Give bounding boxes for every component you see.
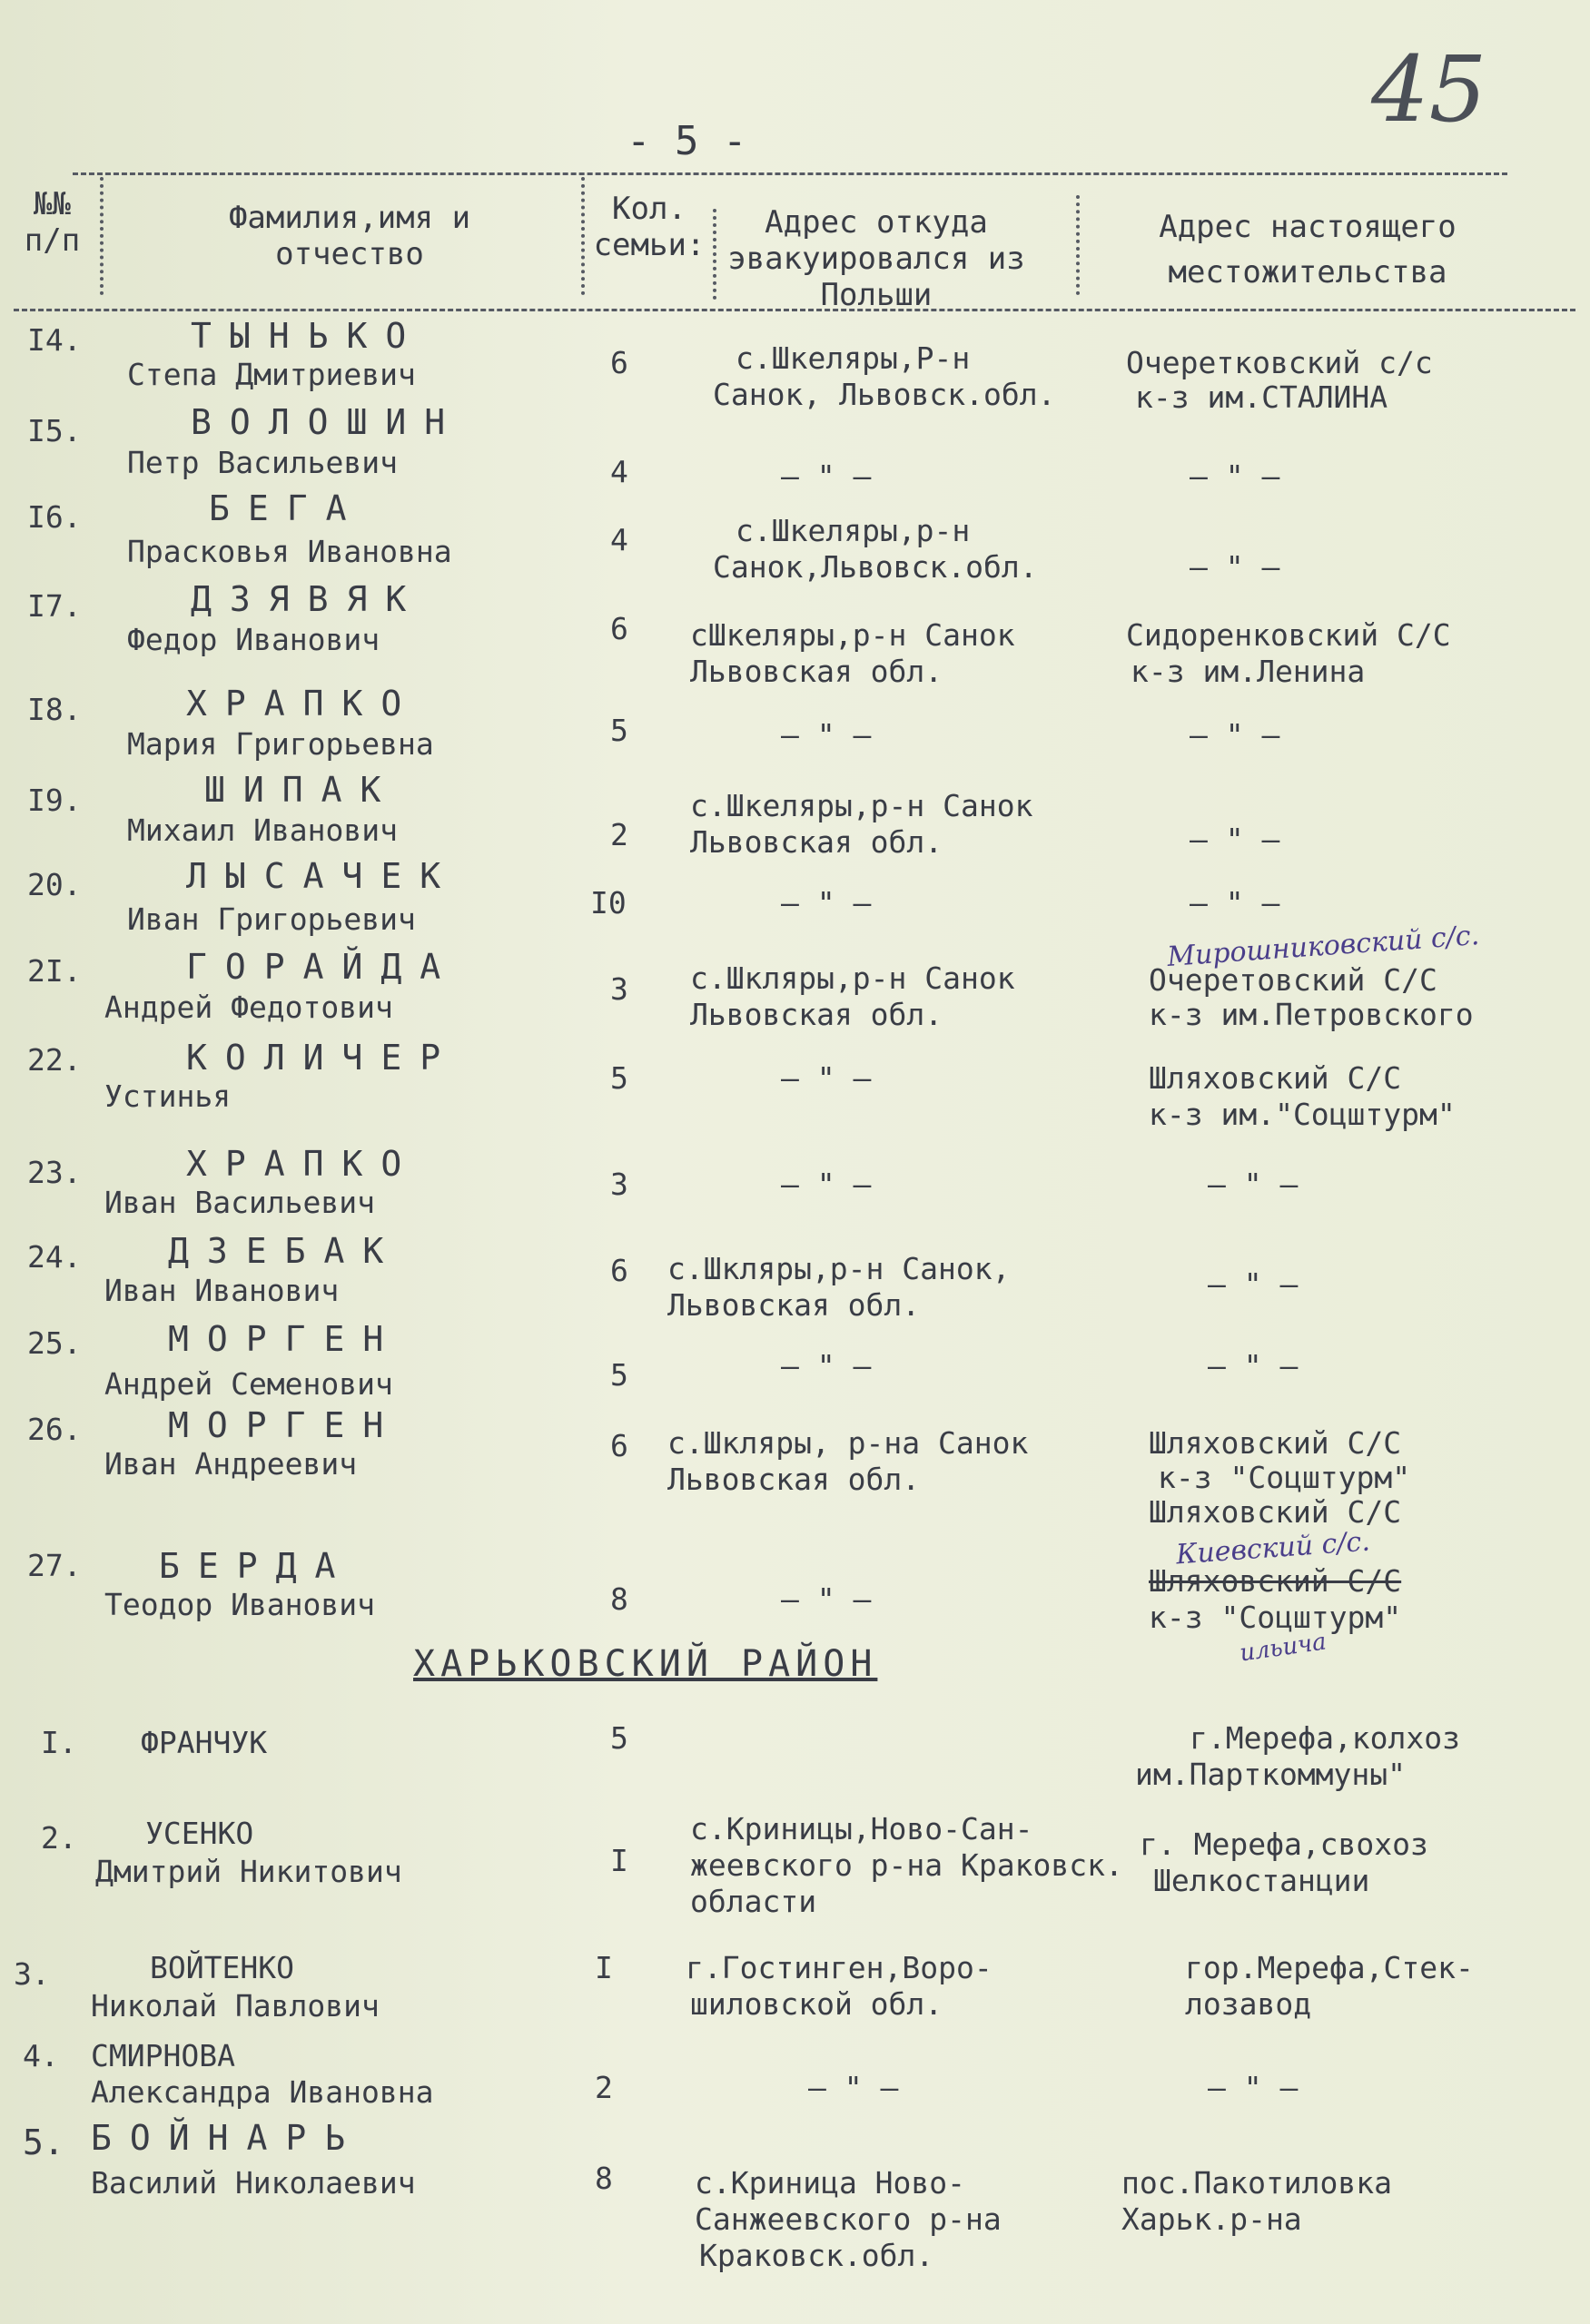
row-surname: БЕРДА bbox=[159, 1546, 354, 1586]
row-given-name: Дмитрий Никитович bbox=[95, 1854, 402, 1889]
row-current-line: Шелкостанции bbox=[1153, 1863, 1370, 1898]
row-from-line: с.Шкляры, р-на Санок bbox=[667, 1425, 1029, 1461]
row-number: 24. bbox=[27, 1239, 82, 1275]
row-given-name: Андрей Семенович bbox=[104, 1366, 393, 1402]
row-current-line: Очеретковский с/с bbox=[1126, 345, 1433, 380]
row-from-line: Санжеевского р-на bbox=[695, 2201, 1002, 2237]
handwritten-note: Киевский с/с. bbox=[1175, 1525, 1371, 1571]
row-current-line: лозавод bbox=[1185, 1986, 1312, 2022]
row-number: 26. bbox=[27, 1412, 82, 1447]
row-current-line: – " – bbox=[1208, 2070, 1299, 2105]
row-surname: ВОЙТЕНКО bbox=[150, 1950, 294, 1985]
row-number: 27. bbox=[27, 1548, 82, 1583]
row-current-line: – " – bbox=[1190, 549, 1280, 585]
row-current-line: – " – bbox=[1208, 1167, 1299, 1202]
row-family-size: I bbox=[610, 1843, 628, 1878]
row-family-size: 8 bbox=[610, 1581, 628, 1617]
row-from-line: с.Шкеляры,р-н bbox=[736, 513, 971, 548]
row-family-size: 3 bbox=[610, 1167, 628, 1202]
row-from-line: шиловской обл. bbox=[690, 1986, 943, 2022]
row-number: I4. bbox=[27, 322, 82, 358]
row-number: I8. bbox=[27, 692, 82, 727]
row-from-line: с.Шкляры,р-н Санок, bbox=[667, 1251, 1011, 1286]
row-surname: МОРГЕН bbox=[168, 1405, 402, 1445]
row-current-line: – " – bbox=[1190, 458, 1280, 494]
archive-page-number: 45 bbox=[1371, 36, 1487, 143]
row-surname: ХРАПКО bbox=[186, 684, 420, 724]
row-surname: ДЗЕБАК bbox=[168, 1231, 402, 1271]
row-current-line: Шляховский С/С bbox=[1149, 1425, 1402, 1461]
row-family-size: 5 bbox=[610, 1060, 628, 1096]
row-given-name: Иван Григорьевич bbox=[127, 901, 416, 937]
row-current-line: Шляховский С/С bbox=[1149, 1494, 1402, 1530]
row-family-size: 3 bbox=[610, 971, 628, 1007]
row-current-line: к-з им.Ленина bbox=[1131, 654, 1366, 689]
row-from-line: Львовская обл. bbox=[690, 997, 943, 1032]
row-number: 5. bbox=[23, 2122, 64, 2162]
header-col-current: Адрес настоящего местожительства bbox=[1159, 209, 1457, 290]
row-given-name: Устинья bbox=[104, 1078, 232, 1114]
row-given-name: Николай Павлович bbox=[91, 1988, 380, 2024]
row-from-line: Санок,Львовск.обл. bbox=[713, 549, 1038, 585]
header-col-family: Кол. семьи: bbox=[593, 191, 706, 263]
row-current-line: им.Парткоммуны" bbox=[1135, 1757, 1407, 1792]
row-surname: КОЛИЧЕР bbox=[186, 1038, 459, 1078]
row-current-line: к-з им.СТАЛИНА bbox=[1135, 379, 1388, 415]
row-number: 3. bbox=[14, 1956, 50, 1992]
row-from-line: с.Шкеляры,р-н Санок bbox=[690, 788, 1033, 823]
row-current-line: к-з "Соцштурм" bbox=[1158, 1460, 1411, 1495]
row-current-line: к-з им."Соцштурм" bbox=[1149, 1097, 1456, 1132]
row-family-size: 6 bbox=[610, 1253, 628, 1288]
row-surname: ХРАПКО bbox=[186, 1144, 420, 1184]
row-current-line: Сидоренковский С/С bbox=[1126, 617, 1451, 653]
row-current-line: – " – bbox=[1190, 822, 1280, 857]
row-from-line: – " – bbox=[781, 458, 872, 494]
row-current-line: г.Мерефа,колхоз bbox=[1190, 1720, 1461, 1756]
column-divider bbox=[1076, 195, 1080, 295]
row-number: 25. bbox=[27, 1325, 82, 1361]
row-surname: ЛЫСАЧЕК bbox=[186, 856, 459, 896]
row-given-name: Петр Васильевич bbox=[127, 445, 399, 480]
row-given-name: Прасковья Ивановна bbox=[127, 534, 452, 569]
row-family-size: 5 bbox=[610, 1720, 628, 1756]
row-number: I6. bbox=[27, 499, 82, 535]
row-number: 22. bbox=[27, 1042, 82, 1078]
row-current-line: Шляховский С/С bbox=[1149, 1563, 1402, 1599]
row-from-line: – " – bbox=[781, 1581, 872, 1617]
row-family-size: 5 bbox=[610, 1357, 628, 1393]
row-surname: БОЙНАРЬ bbox=[91, 2118, 364, 2158]
row-from-line: – " – bbox=[781, 717, 872, 753]
row-family-size: 8 bbox=[595, 2161, 613, 2196]
row-number: 4. bbox=[23, 2038, 59, 2073]
row-family-size: 4 bbox=[610, 522, 628, 557]
row-number: 23. bbox=[27, 1155, 82, 1190]
row-from-line: с.Криницы,Ново-Сан- bbox=[690, 1811, 1033, 1846]
row-current-line: Очеретовский С/С bbox=[1149, 962, 1437, 998]
row-current-line: к-з им.Петровского bbox=[1149, 997, 1474, 1032]
row-from-line: – " – bbox=[781, 1167, 872, 1202]
row-number: I. bbox=[41, 1725, 77, 1760]
row-given-name: Теодор Иванович bbox=[104, 1587, 376, 1622]
row-family-size: 6 bbox=[610, 1428, 628, 1463]
row-surname: СМИРНОВА bbox=[91, 2038, 235, 2073]
row-from-line: Львовская обл. bbox=[690, 654, 943, 689]
row-given-name: Михаил Иванович bbox=[127, 812, 399, 848]
row-from-line: с.Криница Ново- bbox=[695, 2165, 966, 2201]
page-number: - 5 - bbox=[627, 118, 747, 164]
row-current-line: к-з "Соцштурм" bbox=[1149, 1600, 1402, 1635]
header-top-rule bbox=[73, 172, 1507, 175]
row-current-line: пос.Пакотиловка bbox=[1121, 2165, 1393, 2201]
row-family-size: I0 bbox=[590, 885, 627, 921]
row-given-name: Мария Григорьевна bbox=[127, 726, 434, 762]
section-title: ХАРЬКОВСКИЙ РАЙОН bbox=[413, 1643, 878, 1685]
row-family-size: 2 bbox=[610, 817, 628, 852]
row-number: I5. bbox=[27, 413, 82, 448]
row-surname: МОРГЕН bbox=[168, 1319, 402, 1359]
row-from-line: области bbox=[690, 1884, 817, 1919]
row-from-line: Львовская обл. bbox=[667, 1287, 921, 1323]
row-given-name: Иван Андреевич bbox=[104, 1446, 358, 1482]
row-from-line: сШкеляры,р-н Санок bbox=[690, 617, 1015, 653]
row-given-name: Василий Николаевич bbox=[91, 2165, 416, 2201]
row-current-line: г. Мерефа,свохоз bbox=[1140, 1827, 1428, 1862]
header-col-from: Адрес откуда эвакуировался из Польши bbox=[727, 204, 1025, 313]
row-number: I7. bbox=[27, 588, 82, 624]
row-current-line: Шляховский С/С bbox=[1149, 1060, 1402, 1096]
row-from-line: Львовская обл. bbox=[690, 824, 943, 860]
row-number: I9. bbox=[27, 783, 82, 818]
row-number: 2I. bbox=[27, 953, 82, 989]
row-from-line: – " – bbox=[781, 885, 872, 921]
row-surname: ФРАНЧУК bbox=[141, 1725, 268, 1760]
row-family-size: 5 bbox=[610, 713, 628, 748]
column-divider bbox=[100, 177, 104, 295]
row-current-line: Харьк.р-на bbox=[1121, 2201, 1302, 2237]
row-from-line: Санок, Львовск.обл. bbox=[713, 377, 1056, 412]
row-family-size: 2 bbox=[595, 2070, 613, 2105]
row-given-name: Андрей Федотович bbox=[104, 990, 393, 1025]
row-from-line: с.Шкеляры,Р-н bbox=[736, 340, 971, 376]
row-number: 2. bbox=[41, 1820, 77, 1856]
column-divider bbox=[581, 177, 585, 295]
row-number: 20. bbox=[27, 867, 82, 902]
header-col-no: №№ п/п bbox=[24, 186, 81, 259]
row-current-line: – " – bbox=[1208, 1266, 1299, 1302]
handwritten-note: Мирошниковский с/с. bbox=[1166, 920, 1481, 973]
handwritten-note: ильича bbox=[1238, 1628, 1328, 1668]
row-from-line: – " – bbox=[781, 1348, 872, 1384]
row-from-line: г.Гостинген,Воро- bbox=[686, 1950, 993, 1985]
row-from-line: Краковск.обл. bbox=[699, 2238, 934, 2273]
row-family-size: I bbox=[595, 1950, 613, 1985]
row-given-name: Иван Васильевич bbox=[104, 1185, 376, 1220]
row-family-size: 6 bbox=[610, 611, 628, 646]
row-from-line: жеевского р-на Краковск. bbox=[690, 1847, 1123, 1883]
row-from-line: – " – bbox=[808, 2070, 899, 2105]
row-current-line: – " – bbox=[1208, 1348, 1299, 1384]
column-divider bbox=[713, 209, 716, 300]
row-surname: ТЫНЬКО bbox=[191, 316, 425, 356]
row-given-name: Иван Иванович bbox=[104, 1273, 340, 1308]
row-given-name: Федор Иванович bbox=[127, 622, 380, 657]
row-from-line: с.Шкляры,р-н Санок bbox=[690, 960, 1015, 996]
row-given-name: Александра Ивановна bbox=[91, 2074, 434, 2110]
row-surname: ШИПАК bbox=[204, 770, 400, 810]
row-given-name: Степа Дмитриевич bbox=[127, 357, 416, 392]
row-current-line: гор.Мерефа,Стек- bbox=[1185, 1950, 1474, 1985]
row-surname: ВОЛОШИН bbox=[191, 402, 464, 442]
row-surname: ДЗЯВЯК bbox=[191, 579, 425, 619]
row-family-size: 4 bbox=[610, 454, 628, 489]
row-from-line: – " – bbox=[781, 1060, 872, 1096]
row-current-line: – " – bbox=[1190, 885, 1280, 921]
row-current-line: – " – bbox=[1190, 717, 1280, 753]
row-from-line: Львовская обл. bbox=[667, 1462, 921, 1497]
row-surname: УСЕНКО bbox=[145, 1816, 254, 1851]
row-family-size: 6 bbox=[610, 345, 628, 380]
row-surname: ГОРАЙДА bbox=[186, 947, 459, 987]
header-col-name: Фамилия,имя и отчество bbox=[228, 200, 471, 272]
row-surname: БЕГА bbox=[209, 488, 365, 528]
